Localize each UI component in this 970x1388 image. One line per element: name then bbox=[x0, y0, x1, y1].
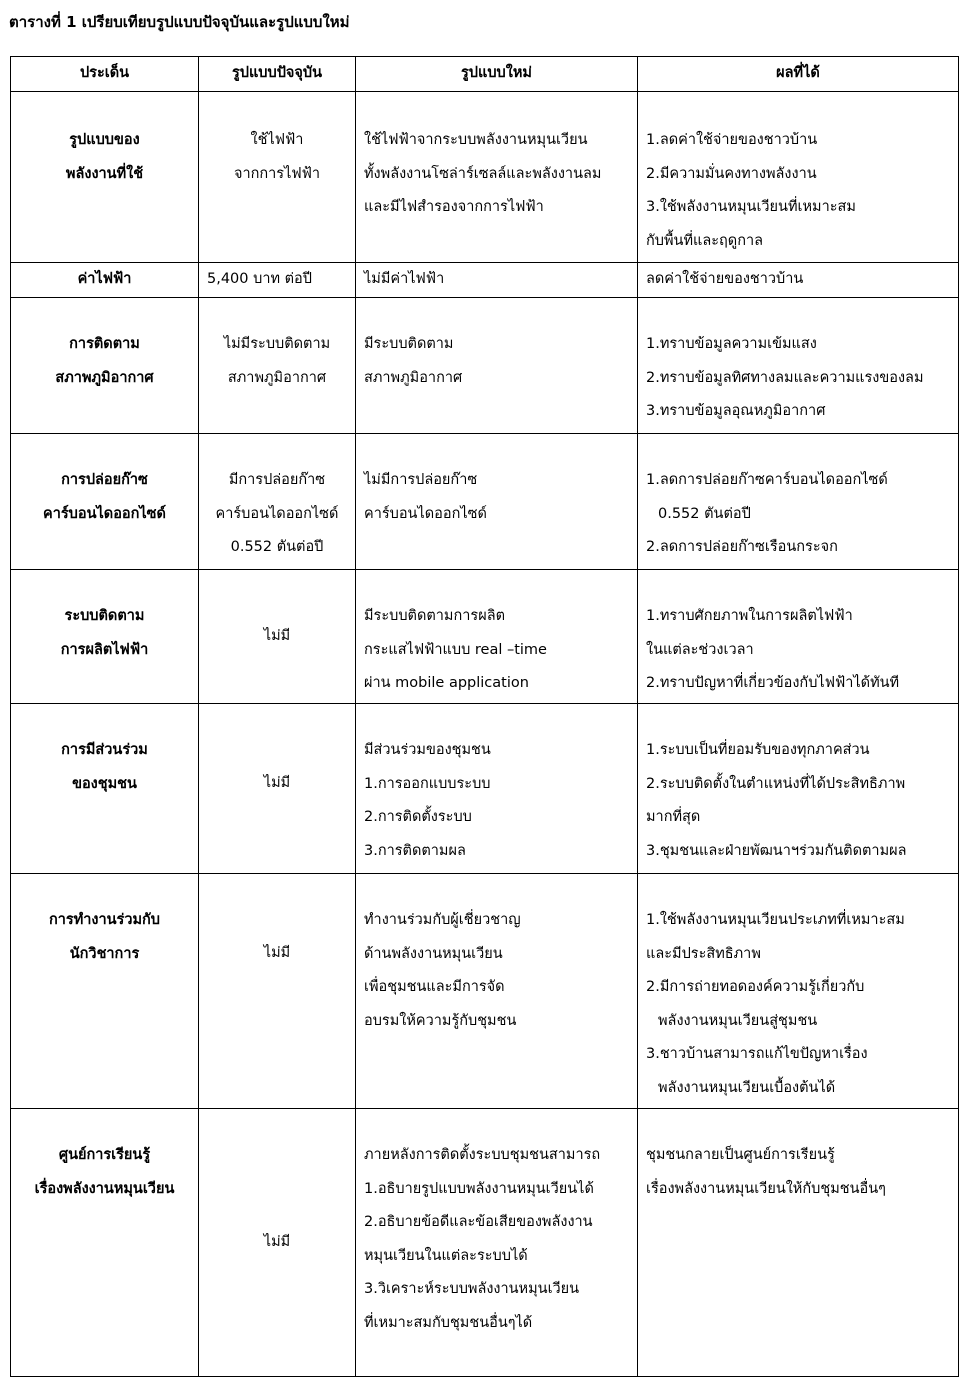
cell-result bbox=[638, 434, 959, 570]
table-row bbox=[11, 570, 959, 704]
table-row bbox=[11, 704, 959, 874]
cell-topic bbox=[11, 92, 199, 263]
cell-line: พลังงานที่ใช้ bbox=[65, 165, 144, 182]
table-caption: ตารางที่ 1 เปรียบเทียบรูปแบบปัจจุบันและรูปแบบใหม่ bbox=[9, 13, 350, 31]
cell-line: ทำงานร่วมกับผู้เชี่ยวชาญ bbox=[364, 912, 521, 928]
cell-new bbox=[356, 874, 638, 1109]
cell-line: ทั้งพลังงานโซล่าร์เซลล์และพลังงานลม bbox=[364, 165, 602, 182]
table-row bbox=[11, 298, 959, 434]
cell-line: 3.ใช้พลังงานหมุนเวียนที่เหมาะสม bbox=[646, 199, 856, 215]
table-row bbox=[11, 434, 959, 570]
cell-line: ศูนย์การเรียนรู้ bbox=[58, 1147, 151, 1163]
cell-current bbox=[199, 298, 356, 434]
header-topic: ประเด็น bbox=[11, 57, 199, 92]
cell-topic bbox=[11, 874, 199, 1109]
cell-line: สภาพภูมิอากาศ bbox=[364, 369, 463, 386]
cell-line: ไม่มีการปล่อยก๊าซ bbox=[364, 472, 478, 488]
cell-line: นักวิชาการ bbox=[69, 945, 140, 962]
comparison-table bbox=[10, 56, 959, 1377]
cell-line: จากการไฟฟ้า bbox=[233, 165, 321, 182]
cell-line: ในแต่ละช่วงเวลา bbox=[646, 641, 754, 658]
cell-new bbox=[356, 434, 638, 570]
cell-line: 1.ทราบศักยภาพในการผลิตไฟฟ้า bbox=[646, 608, 853, 624]
cell-line: 2.มีการถ่ายทอดองค์ความรู้เกี่ยวกับ bbox=[646, 979, 865, 995]
header-current-model: รูปแบบปัจจุบัน bbox=[199, 57, 356, 92]
cell-line: 3.การติดตามผล bbox=[364, 842, 466, 859]
cell-current bbox=[199, 704, 356, 874]
cell-current bbox=[199, 570, 356, 704]
cell-line: กระแสไฟฟ้าแบบ real –time bbox=[364, 641, 547, 658]
cell-topic bbox=[11, 263, 199, 298]
cell-line: 2.อธิบายข้อดีและข้อเสียของพลังงาน bbox=[364, 1214, 593, 1230]
cell-line: ลดค่าใช้จ่ายของชาวบ้าน bbox=[646, 271, 804, 288]
cell-line: มากที่สุด bbox=[646, 809, 701, 825]
cell-line: ไม่มี bbox=[263, 945, 291, 961]
cell-new bbox=[356, 298, 638, 434]
cell-line: 5,400 บาท ต่อปี bbox=[207, 271, 312, 288]
cell-current bbox=[199, 874, 356, 1109]
cell-topic bbox=[11, 570, 199, 704]
cell-topic bbox=[11, 1109, 199, 1377]
cell-line: มีระบบติดตาม bbox=[364, 336, 454, 352]
cell-line: ไม่มีระบบติดตาม bbox=[223, 336, 331, 352]
cell-result bbox=[638, 298, 959, 434]
cell-line: และมีประสิทธิภาพ bbox=[646, 945, 761, 962]
cell-result bbox=[638, 92, 959, 263]
cell-line: 3.ชาวบ้านสามารถแก้ไขปัญหาเรื่อง bbox=[646, 1046, 868, 1062]
cell-line: พลังงานหมุนเวียนสู่ชุมชน bbox=[658, 1012, 818, 1029]
cell-topic bbox=[11, 298, 199, 434]
cell-line: คาร์บอนไดออกไซด์ bbox=[43, 505, 166, 522]
cell-line: ใช้ไฟฟ้าจากระบบพลังงานหมุนเวียน bbox=[364, 132, 588, 148]
cell-line: 1.อธิบายรูปแบบพลังงานหมุนเวียนได้ bbox=[364, 1180, 594, 1197]
cell-result bbox=[638, 263, 959, 298]
cell-line: ไม่มี bbox=[263, 1233, 291, 1250]
cell-new bbox=[356, 1109, 638, 1377]
cell-line: 1.ลดการปล่อยก๊าซคาร์บอนไดออกไซด์ bbox=[646, 472, 888, 488]
cell-line: การผลิตไฟฟ้า bbox=[60, 641, 149, 658]
cell-line: 3.วิเคราะห์ระบบพลังงานหมุนเวียน bbox=[364, 1281, 580, 1297]
cell-result bbox=[638, 570, 959, 704]
cell-current bbox=[199, 263, 356, 298]
cell-line: มีส่วนร่วมของชุมชน bbox=[364, 742, 491, 758]
cell-line: 2.ระบบติดตั้งในตำแหน่งที่ได้ประสิทธิภาพ bbox=[646, 775, 906, 792]
cell-line: ไม่มี bbox=[263, 627, 291, 644]
table-row bbox=[11, 1109, 959, 1377]
cell-current bbox=[199, 92, 356, 263]
cell-line: ที่เหมาะสมกับชุมชนอื่นๆได้ bbox=[364, 1314, 533, 1331]
cell-line: ชุมชนกลายเป็นศูนย์การเรียนรู้ bbox=[646, 1147, 835, 1163]
cell-line: 3.ทราบข้อมูลอุณหภูมิอากาศ bbox=[646, 403, 826, 419]
cell-topic bbox=[11, 704, 199, 874]
cell-new bbox=[356, 92, 638, 263]
cell-line: คาร์บอนไดออกไซด์ bbox=[364, 505, 487, 522]
cell-line: 1.การออกแบบระบบ bbox=[364, 775, 491, 792]
table-row bbox=[11, 874, 959, 1109]
cell-line: เรื่องพลังงานหมุนเวียนให้กับชุมชนอื่นๆ bbox=[646, 1180, 886, 1197]
cell-line: มีระบบติดตามการผลิต bbox=[364, 608, 505, 624]
cell-line: การปล่อยก๊าซ bbox=[61, 472, 148, 488]
cell-current bbox=[199, 1109, 356, 1377]
cell-line: รูปแบบของ bbox=[69, 132, 140, 148]
cell-line: สภาพภูมิอากาศ bbox=[55, 369, 154, 386]
cell-line: ค่าไฟฟ้า bbox=[77, 271, 132, 288]
cell-line: เพื่อชุมชนและมีการจัด bbox=[364, 979, 505, 995]
cell-topic bbox=[11, 434, 199, 570]
cell-line: อบรมให้ความรู้กับชุมชน bbox=[364, 1012, 517, 1029]
cell-new bbox=[356, 704, 638, 874]
cell-line: ระบบติดตาม bbox=[64, 608, 145, 624]
cell-line: 1.ลดค่าใช้จ่ายของชาวบ้าน bbox=[646, 132, 818, 148]
cell-line: พลังงานหมุนเวียนเบื้องต้นได้ bbox=[658, 1079, 836, 1096]
cell-line: 1.ใช้พลังงานหมุนเวียนประเภทที่เหมาะสม bbox=[646, 912, 905, 928]
header-result: ผลที่ได้ bbox=[638, 57, 959, 92]
cell-line: มีการปล่อยก๊าซ bbox=[228, 472, 326, 488]
cell-line: สภาพภูมิอากาศ bbox=[227, 369, 327, 386]
cell-line: เรื่องพลังงานหมุนเวียน bbox=[34, 1180, 175, 1197]
cell-line: 2.ทราบปัญหาที่เกี่ยวข้องกับไฟฟ้าได้ทันที bbox=[646, 675, 900, 691]
cell-line: 0.552 ตันต่อปี bbox=[230, 539, 324, 555]
cell-line: 2.มีความมั่นคงทางพลังงาน bbox=[646, 165, 817, 182]
cell-line: 2.การติดตั้งระบบ bbox=[364, 809, 472, 825]
cell-line: 2.ทราบข้อมูลทิศทางลมและความแรงของลม bbox=[646, 369, 924, 386]
table-row bbox=[11, 263, 959, 298]
cell-line: ผ่าน mobile application bbox=[364, 675, 529, 691]
table-header-row bbox=[11, 57, 959, 92]
cell-line: คาร์บอนไดออกไซด์ bbox=[215, 505, 339, 522]
cell-line: 2.ลดการปล่อยก๊าซเรือนกระจก bbox=[646, 539, 838, 555]
cell-line: ภายหลังการติดตั้งระบบชุมชนสามารถ bbox=[364, 1147, 601, 1163]
cell-line: 3.ชุมชนและฝ่ายพัฒนาฯร่วมกันติดตามผล bbox=[646, 842, 907, 859]
cell-line: การทำงานร่วมกับ bbox=[48, 912, 160, 928]
cell-result bbox=[638, 1109, 959, 1377]
cell-new bbox=[356, 570, 638, 704]
cell-line: หมุนเวียนในแต่ละระบบได้ bbox=[364, 1247, 528, 1264]
cell-new bbox=[356, 263, 638, 298]
header-new-model: รูปแบบใหม่ bbox=[356, 57, 638, 92]
cell-line: ไม่มี bbox=[263, 775, 291, 791]
cell-line: และมีไฟสำรองจากการไฟฟ้า bbox=[364, 199, 544, 215]
cell-result bbox=[638, 704, 959, 874]
cell-line: การมีส่วนร่วม bbox=[61, 742, 148, 758]
cell-line: ของชุมชน bbox=[72, 775, 137, 792]
cell-line: ใช้ไฟฟ้า bbox=[250, 132, 304, 148]
cell-line: ไม่มีค่าไฟฟ้า bbox=[364, 271, 445, 288]
cell-line: การติดตาม bbox=[69, 336, 140, 352]
table-row bbox=[11, 92, 959, 263]
cell-line: 1.ระบบเป็นที่ยอมรับของทุกภาคส่วน bbox=[646, 742, 870, 758]
cell-line: ด้านพลังงานหมุนเวียน bbox=[364, 945, 503, 962]
cell-line: 1.ทราบข้อมูลความเข้มแสง bbox=[646, 336, 817, 352]
cell-current bbox=[199, 434, 356, 570]
cell-result bbox=[638, 874, 959, 1109]
cell-line: 0.552 ตันต่อปี bbox=[658, 505, 751, 522]
cell-line: กับพื้นที่และฤดูกาล bbox=[646, 232, 764, 249]
